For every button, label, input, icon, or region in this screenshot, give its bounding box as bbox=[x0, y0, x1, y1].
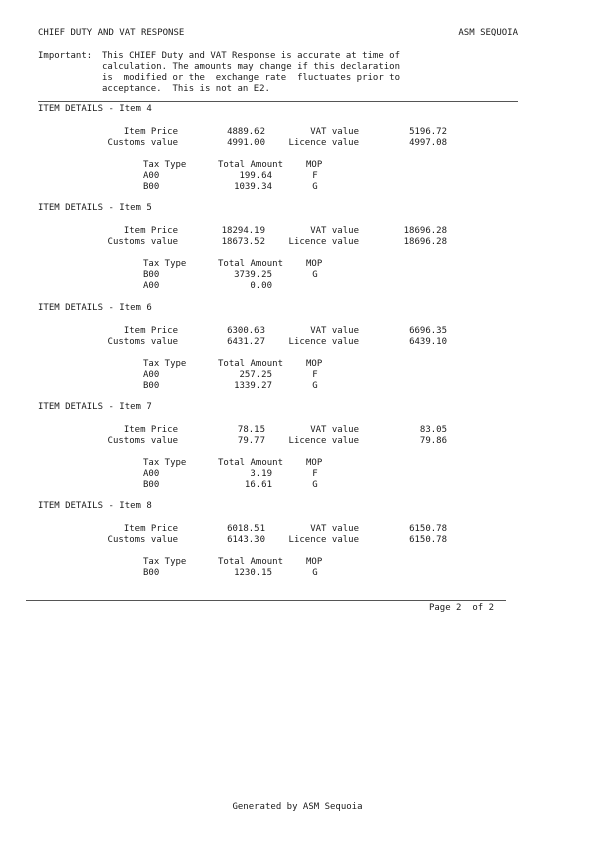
mop-cell: G bbox=[312, 270, 318, 280]
vat-value: 6696.35 bbox=[409, 326, 447, 336]
item-section bbox=[0, 105, 595, 200]
licence-value: 6150.78 bbox=[409, 535, 447, 545]
mop-cell: F bbox=[312, 171, 318, 181]
item-heading: ITEM DETAILS - Item 7 bbox=[38, 402, 152, 412]
licence-value: 6439.10 bbox=[409, 337, 447, 347]
mop-cell: G bbox=[312, 182, 318, 192]
mop-cell: G bbox=[312, 381, 318, 391]
tax-amount-cell: 3.19 bbox=[250, 469, 272, 479]
tax-type-cell: B00 bbox=[143, 381, 160, 391]
licence-value: 4997.08 bbox=[409, 138, 447, 148]
generated-by-footer: Generated by ASM Sequoia bbox=[232, 802, 363, 812]
mop-cell: F bbox=[312, 469, 318, 479]
item-price-value: 78.15 bbox=[237, 425, 265, 435]
brand-name: ASM SEQUOIA bbox=[458, 28, 518, 38]
item-price-label: Item Price bbox=[123, 127, 178, 137]
header-divider bbox=[38, 101, 518, 102]
vat-value-label: VAT value bbox=[310, 425, 359, 435]
licence-value: 79.86 bbox=[419, 436, 447, 446]
tax-amount-cell: 1230.15 bbox=[234, 568, 272, 578]
total-amount-header: Total Amount bbox=[218, 259, 284, 269]
tax-amount-cell: 1339.27 bbox=[234, 381, 272, 391]
tax-type-cell: B00 bbox=[143, 270, 160, 280]
mop-header: MOP bbox=[306, 557, 323, 567]
item-price-value: 6018.51 bbox=[227, 524, 265, 534]
mop-header: MOP bbox=[306, 160, 323, 170]
item-section bbox=[0, 502, 595, 597]
total-amount-header: Total Amount bbox=[218, 557, 284, 567]
vat-value: 6150.78 bbox=[409, 524, 447, 534]
tax-type-cell: B00 bbox=[143, 480, 160, 490]
notice-line: acceptance. This is not an E2. bbox=[102, 84, 270, 94]
item-price-label: Item Price bbox=[123, 226, 178, 236]
total-amount-header: Total Amount bbox=[218, 458, 284, 468]
mop-header: MOP bbox=[306, 458, 323, 468]
item-section bbox=[0, 403, 595, 498]
tax-amount-cell: 1039.34 bbox=[234, 182, 272, 192]
footer-divider bbox=[26, 600, 506, 601]
notice-line: is modified or the exchange rate fluctuates prior to bbox=[102, 73, 401, 83]
vat-value-label: VAT value bbox=[310, 226, 359, 236]
total-amount-header: Total Amount bbox=[218, 359, 284, 369]
mop-header: MOP bbox=[306, 259, 323, 269]
tax-type-header: Tax Type bbox=[143, 458, 187, 468]
customs-value-label: Customs value bbox=[107, 138, 178, 148]
mop-cell: G bbox=[312, 568, 318, 578]
tax-amount-cell: 16.61 bbox=[244, 480, 272, 490]
customs-value-label: Customs value bbox=[107, 535, 178, 545]
licence-value-label: Licence value bbox=[288, 535, 359, 545]
item-price-value: 18294.19 bbox=[221, 226, 265, 236]
item-price-label: Item Price bbox=[123, 425, 178, 435]
vat-value: 5196.72 bbox=[409, 127, 447, 137]
customs-value: 79.77 bbox=[237, 436, 265, 446]
tax-type-header: Tax Type bbox=[143, 557, 187, 567]
tax-type-cell: A00 bbox=[143, 281, 160, 291]
tax-type-header: Tax Type bbox=[143, 259, 187, 269]
customs-value: 6143.30 bbox=[227, 535, 265, 545]
notice-label: Important: bbox=[38, 51, 93, 61]
item-section bbox=[0, 204, 595, 299]
item-price-label: Item Price bbox=[123, 524, 178, 534]
customs-value: 4991.00 bbox=[227, 138, 265, 148]
tax-type-header: Tax Type bbox=[143, 359, 187, 369]
vat-value: 18696.28 bbox=[403, 226, 447, 236]
customs-value-label: Customs value bbox=[107, 237, 178, 247]
tax-amount-cell: 257.25 bbox=[239, 370, 272, 380]
tax-type-cell: A00 bbox=[143, 171, 160, 181]
customs-value: 18673.52 bbox=[221, 237, 265, 247]
item-price-value: 6300.63 bbox=[227, 326, 265, 336]
vat-value: 83.05 bbox=[419, 425, 447, 435]
total-amount-header: Total Amount bbox=[218, 160, 284, 170]
customs-value: 6431.27 bbox=[227, 337, 265, 347]
item-heading: ITEM DETAILS - Item 5 bbox=[38, 203, 152, 213]
tax-type-header: Tax Type bbox=[143, 160, 187, 170]
vat-value-label: VAT value bbox=[310, 524, 359, 534]
licence-value-label: Licence value bbox=[288, 436, 359, 446]
item-heading: ITEM DETAILS - Item 8 bbox=[38, 501, 152, 511]
licence-value-label: Licence value bbox=[288, 237, 359, 247]
licence-value: 18696.28 bbox=[403, 237, 447, 247]
item-price-value: 4889.62 bbox=[227, 127, 265, 137]
vat-value-label: VAT value bbox=[310, 326, 359, 336]
document-title: CHIEF DUTY AND VAT RESPONSE bbox=[38, 28, 185, 38]
notice-line: This CHIEF Duty and VAT Response is accurate at time of bbox=[102, 51, 401, 61]
mop-cell: F bbox=[312, 370, 318, 380]
item-section bbox=[0, 304, 595, 399]
tax-type-cell: B00 bbox=[143, 182, 160, 192]
item-heading: ITEM DETAILS - Item 6 bbox=[38, 303, 152, 313]
page-number: Page 2 of 2 bbox=[428, 603, 494, 613]
item-heading: ITEM DETAILS - Item 4 bbox=[38, 104, 152, 114]
licence-value-label: Licence value bbox=[288, 138, 359, 148]
tax-type-cell: A00 bbox=[143, 370, 160, 380]
mop-header: MOP bbox=[306, 359, 323, 369]
tax-amount-cell: 0.00 bbox=[250, 281, 272, 291]
notice-line: calculation. The amounts may change if this declaration bbox=[102, 62, 401, 72]
tax-type-cell: B00 bbox=[143, 568, 160, 578]
tax-amount-cell: 199.64 bbox=[239, 171, 272, 181]
tax-type-cell: A00 bbox=[143, 469, 160, 479]
mop-cell: G bbox=[312, 480, 318, 490]
tax-amount-cell: 3739.25 bbox=[234, 270, 272, 280]
licence-value-label: Licence value bbox=[288, 337, 359, 347]
item-price-label: Item Price bbox=[123, 326, 178, 336]
vat-value-label: VAT value bbox=[310, 127, 359, 137]
customs-value-label: Customs value bbox=[107, 436, 178, 446]
customs-value-label: Customs value bbox=[107, 337, 178, 347]
